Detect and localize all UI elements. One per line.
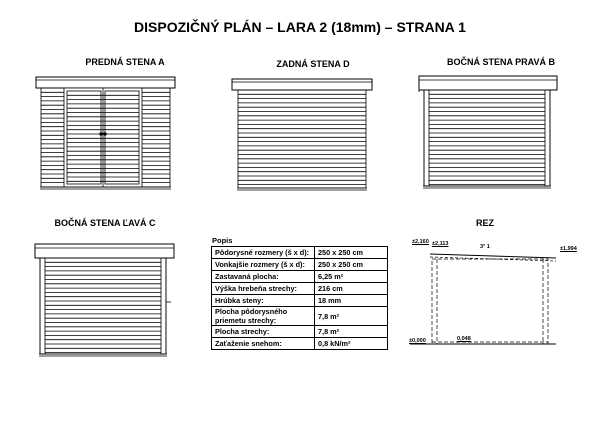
spec-table	[211, 246, 388, 350]
popis-heading: Popis	[212, 236, 233, 245]
label-right-wall: BOČNÁ STENA PRAVÁ B	[446, 57, 555, 67]
spec-row	[212, 338, 388, 350]
spec-value: 250 x 250 cm	[315, 247, 388, 259]
spec-value: 18 mm	[315, 295, 388, 307]
section-level-right: ±1,994	[560, 246, 577, 252]
spec-value: 6,25 m²	[315, 271, 388, 283]
spec-row	[212, 326, 388, 338]
spec-row	[212, 259, 388, 271]
label-section: REZ	[476, 218, 494, 228]
spec-key: Pôdorysné rozmery (š x d):	[212, 247, 315, 259]
left-boards	[45, 262, 161, 352]
spec-key: Plocha strechy:	[212, 326, 315, 338]
spec-key: Zastavaná plocha:	[212, 271, 315, 283]
right-wall-drawing	[419, 76, 557, 188]
spec-row	[212, 271, 388, 283]
front-wall-drawing	[36, 77, 175, 189]
section-level-top-left-2: ±2,113	[432, 241, 449, 247]
back-boards	[238, 94, 366, 184]
section-drawing	[410, 254, 556, 344]
spec-key: Výška hrebeňa strechy:	[212, 283, 315, 295]
spec-value: 216 cm	[315, 283, 388, 295]
right-boards	[429, 94, 545, 184]
left-wall-drawing	[35, 244, 174, 356]
section-level-top-left: ±2,160	[412, 239, 429, 245]
page-title: DISPOZIČNÝ PLÁN – LARA 2 (18mm) – STRANA 1	[134, 19, 466, 35]
section-roof-angle: 3° 1	[480, 244, 490, 250]
spec-value: 250 x 250 cm	[315, 259, 388, 271]
spec-value: 7,8 m²	[315, 326, 388, 338]
back-wall-drawing	[232, 79, 372, 190]
label-back-wall: ZADNÁ STENA D	[276, 59, 350, 69]
door-boards	[67, 95, 139, 181]
spec-row	[212, 247, 388, 259]
spec-row	[212, 295, 388, 307]
spec-row	[212, 283, 388, 295]
spec-key: Vonkajšie rozmery (š x d):	[212, 259, 315, 271]
spec-row	[212, 307, 388, 326]
spec-value: 0,8 kN/m²	[315, 338, 388, 350]
spec-key: Plocha pôdorysného priemetu strechy:	[212, 307, 315, 326]
spec-key: Hrúbka steny:	[212, 295, 315, 307]
label-left-wall: BOČNÁ STENA ĽAVÁ C	[54, 218, 156, 228]
section-level-floor: 0,048	[457, 336, 471, 342]
spec-value: 7,8 m²	[315, 307, 388, 326]
label-front-wall: PREDNÁ STENA A	[85, 57, 165, 67]
section-level-base: ±0,000	[409, 338, 426, 344]
spec-key: Zaťaženie snehom:	[212, 338, 315, 350]
